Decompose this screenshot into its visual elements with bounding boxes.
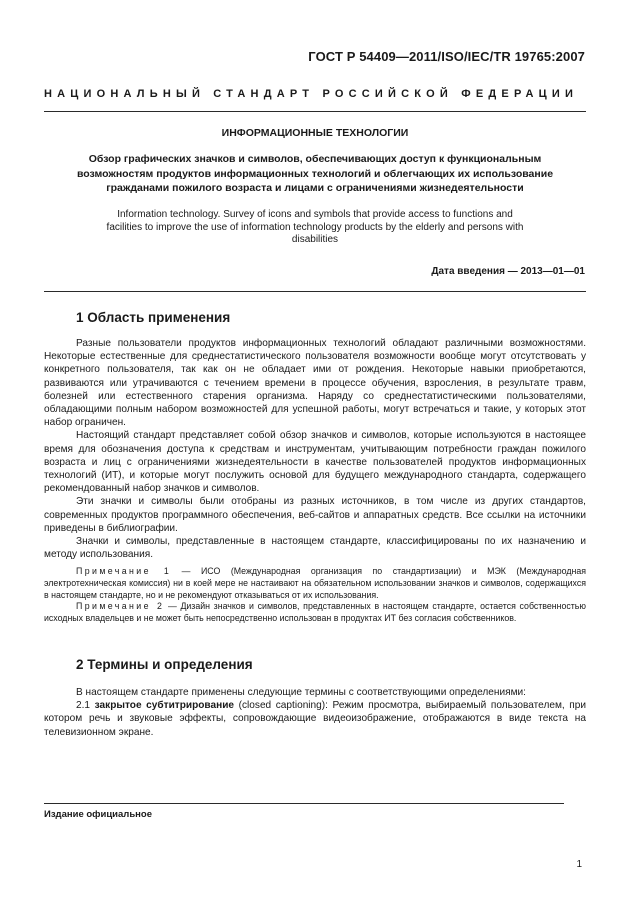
- note-text: — Дизайн значков и символов, представленных в настоящем стандарте, остается собственностью исходных владельцев и не может быть непосредственно использован в продуктах ИТ без согласия собственников.: [44, 601, 586, 623]
- note-text: — ИСО (Международная организация по стандартизации) и МЭК (Международная электротехническая комиссия) ни в коей мере не настаивают на обязательном использовании значков и символов, содержащихся в настоящем стандарте, но и не рекомендуют отказываться от их использования.: [44, 566, 586, 600]
- note-2: [44, 601, 586, 624]
- title-main: ИНФОРМАЦИОННЫЕ ТЕХНОЛОГИИ: [221, 127, 409, 139]
- paragraph: Настоящий стандарт представляет собой обзор значков и символов, которые используются в настоящее время для обозначения доступа к средствам и инструментам, учитывающим потребности граждан пожилого возраста и лиц с ограничениями жизнедеятельности в качестве пользователей продуктов информационных технологий (ИТ), и которые могут послужить основой для будущего международного стандарта, содержащего рекомендованный набор значков и символов.: [44, 430, 586, 495]
- page-number: 1: [576, 859, 582, 870]
- footer-divider: [44, 803, 564, 804]
- term-name: закрытое субтитрирование: [94, 700, 235, 712]
- paragraph: В настоящем стандарте применены следующие термины с соответствующими определениями:: [76, 687, 526, 698]
- title-russian: Обзор графических значков и символов, обеспечивающих доступ к функциональным возможностям продуктов информационных технологий и облегчающих их использование гражданами пожилого возраста и лицами с ограничениями жизнедеятельности: [76, 153, 554, 194]
- section-2-body: [44, 686, 586, 739]
- paragraph: Значки и символы, представленные в настоящем стандарте, классифицированы по их назначению и методу использования.: [44, 536, 586, 561]
- section-2-heading: 2 Термины и определения: [76, 657, 253, 672]
- paragraph: Эти значки и символы были отобраны из разных источников, в том числе из других стандартов, современных продуктов программного обеспечения, веб-сайтов и аппаратных средств. Все ссылки на источники приведены в библиографии.: [44, 496, 586, 534]
- document-id: ГОСТ Р 54409—2011/ISO/IEC/TR 19765:2007: [308, 49, 585, 64]
- edition-label: Издание официальное: [44, 809, 152, 820]
- note-1: [44, 566, 586, 601]
- note-label: Примечание 2: [76, 601, 165, 612]
- national-standard-banner: НАЦИОНАЛЬНЫЙ СТАНДАРТ РОССИЙСКОЙ ФЕДЕРАЦИИ: [44, 88, 579, 100]
- term-text: (closed captioning): Режим просмотра, выбираемый пользователем, при котором речь и звуковые эффекты, сопровождающие видеоизображение, отображаются в виде текста на телевизионном экране.: [44, 700, 587, 738]
- title-divider: [44, 291, 586, 292]
- section-1-body: [44, 337, 586, 624]
- note-label: Примечание 1: [76, 566, 172, 577]
- term-definition: [44, 699, 586, 739]
- term-number: 2.1: [76, 700, 95, 712]
- introduction-date: Дата введения — 2013—01—01: [431, 266, 585, 277]
- paragraph: Разные пользователи продуктов информационных технологий обладают различными возможностями. Некоторые естественные для среднестатистического пользователя возможности вообще могут отсутствовать у конкретного пользователя, так как он не обладает ими от рождения. Некоторые навыки приобретаются, развиваются или утрачиваются с течением времени в процессе обучения, взросления, в результате травм, болезней или естественного старения организма. Наряду со среднестатистическими пользователями, обладающими полным набором возможностей для успешной работы, могут встречаться и такие, у которых этот набор ограничен.: [44, 338, 586, 429]
- title-english: Information technology. Survey of icons and symbols that provide access to functions and facilities to improve the use of information technology products by the elderly and persons with disabilities: [106, 209, 524, 245]
- header-divider: [44, 111, 586, 112]
- section-1-heading: 1 Область применения: [76, 310, 231, 325]
